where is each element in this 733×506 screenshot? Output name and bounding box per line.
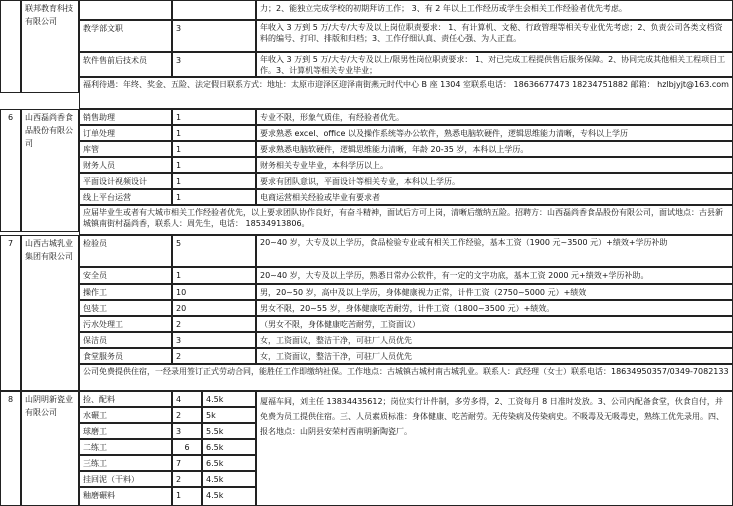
job-salary: 6.5k bbox=[202, 439, 256, 455]
job-title: 二练工 bbox=[79, 439, 172, 455]
row-number: 8 bbox=[0, 391, 21, 506]
job-title bbox=[79, 0, 172, 20]
job-count: 5 bbox=[172, 235, 256, 267]
job-requirement: 女，工资面议，整洁干净，可驻厂人员优先 bbox=[256, 332, 733, 348]
job-count: 3 bbox=[172, 332, 256, 348]
job-salary: 4.5k bbox=[202, 391, 256, 407]
company-name: 山阴明新瓷业有限公司 bbox=[21, 391, 79, 506]
company-footer: 福利待遇：年终、奖金、五险、法定假日联系方式：地址：太原市迎泽区迎泽南街燕元时代中心 B 座 1304 室联系电话： 18636677473 18234751882 邮箱： hzlbjyjt@163.com bbox=[79, 77, 733, 109]
job-count: 2 bbox=[172, 348, 256, 364]
job-title: 三练工 bbox=[79, 455, 172, 471]
row-number: 7 bbox=[0, 235, 21, 391]
job-title: 挂回泥（干料） bbox=[79, 471, 172, 487]
job-title: 球磨工 bbox=[79, 423, 172, 439]
company-name: 山西古城乳业集团有限公司 bbox=[21, 235, 79, 391]
job-title: 安全员 bbox=[79, 267, 172, 284]
job-title: 捡、配料 bbox=[79, 391, 172, 407]
job-requirement: 要求熟悉电脑软硬件，逻辑思维能力清晰，年龄 20-35 岁，本科以上学历。 bbox=[256, 141, 733, 157]
job-count: 3 bbox=[172, 20, 256, 52]
job-requirement: 电商运营相关经验或毕业有要求者 bbox=[256, 189, 733, 205]
job-requirement: 男，20~50 岁，高中及以上学历，身体健康视力正常，计件工资（2750~5000 元）+绩效 bbox=[256, 284, 733, 300]
job-count: 1 bbox=[172, 267, 256, 284]
job-salary: 4.5k bbox=[202, 471, 256, 487]
job-title: 教学部文职 bbox=[79, 20, 172, 52]
job-title: 操作工 bbox=[79, 284, 172, 300]
job-title: 检验员 bbox=[79, 235, 172, 267]
job-requirement: 财务相关专业毕业，本科学历以上。 bbox=[256, 157, 733, 173]
job-count: 1 bbox=[172, 141, 256, 157]
job-requirement: 男女不限，20~55 岁，身体健康吃苦耐劳，计件工资（1800~3500 元）+绩效。 bbox=[256, 300, 733, 316]
job-requirement: 20~40 岁，大专及以上学历，食品检验专业或有相关工作经验，基本工资（1900 元~3500 元）+绩效+学历补助 bbox=[256, 235, 733, 267]
company-footer: 公司免费提供住宿，一经录用签订正式劳动合同，能胜任工作即缴纳社保。工作地点：古城镇古城村南古城乳业。联系人：武经理（女士）联系电话：18634950357/0349-7082133 bbox=[79, 364, 733, 391]
job-requirement: 女，工资面议，整洁干净，可驻厂人员优先 bbox=[256, 348, 733, 364]
job-count: 6 bbox=[172, 439, 202, 455]
job-count: 1 bbox=[172, 125, 256, 141]
job-title: 订单处理 bbox=[79, 125, 172, 141]
row-number bbox=[0, 0, 21, 93]
job-salary: 5.5k bbox=[202, 423, 256, 439]
company-name: 联邦教育科技有限公司 bbox=[21, 0, 79, 93]
job-requirement: 专业不限，形象气质佳，有经验者优先。 bbox=[256, 109, 733, 125]
job-count: 3 bbox=[172, 52, 256, 77]
job-count: 1 bbox=[172, 157, 256, 173]
job-title: 平面设计视频设计 bbox=[79, 173, 172, 189]
job-count bbox=[172, 0, 256, 20]
job-count: 3 bbox=[172, 423, 202, 439]
job-requirement: （男女不限，身体健康吃苦耐劳，工资面议） bbox=[256, 316, 733, 332]
job-title: 财务人员 bbox=[79, 157, 172, 173]
job-count: 10 bbox=[172, 284, 256, 300]
job-requirement: 年收入 3 万到 5 万/大专/大专及以上/限男性岗位职责要求： 1、对已完成工程提供售后服务保障。2、协同完成其他相关工程项目工作。3、计算机等相关专业毕业； bbox=[256, 52, 733, 77]
job-count: 7 bbox=[172, 455, 202, 471]
job-requirement: 年收入 3 万到 5 万/大专/大专及以上岗位职责要求： 1、有计算机、文秘、行政管理等相关专业优先考虑；2、负责公司各类文档资料的编号、打印、排版和归档；3、工作仔细认真、责任心强、为人正直。 bbox=[256, 20, 733, 52]
job-title: 包装工 bbox=[79, 300, 172, 316]
job-count: 4 bbox=[172, 391, 202, 407]
job-salary: 5k bbox=[202, 407, 256, 423]
job-requirement: 20~40 岁，大专及以上学历，熟悉日常办公软件，有一定的文字功底，基本工资 2000 元+绩效+学历补助。 bbox=[256, 267, 733, 284]
company-footer: 应届毕业生或者有大城市相关工作经验者优先，以上要求团队协作良好，有奋斗精神，面试后方可上岗，清晰后缴纳五险。招聘方：山西磊尚香食品股份有限公司，面试地点：古县新城镇南街村磊尚香，联系人：周先生，电话： 18534913806。 bbox=[79, 205, 733, 235]
job-count: 1 bbox=[172, 109, 256, 125]
job-title: 食堂服务员 bbox=[79, 348, 172, 364]
job-salary: 6.5k bbox=[202, 455, 256, 471]
job-title: 污水处理工 bbox=[79, 316, 172, 332]
job-title: 水碾工 bbox=[79, 407, 172, 423]
job-count: 2 bbox=[172, 471, 202, 487]
company-name: 山西磊尚香食品股份有限公司 bbox=[21, 109, 79, 232]
row-number: 6 bbox=[0, 109, 21, 232]
job-count: 1 bbox=[172, 189, 256, 205]
job-count: 1 bbox=[172, 487, 202, 506]
job-count: 2 bbox=[172, 407, 202, 423]
job-title: 库管 bbox=[79, 141, 172, 157]
job-requirement: 要求有团队意识，平面设计等相关专业，本科以上学历。 bbox=[256, 173, 733, 189]
job-count: 20 bbox=[172, 300, 256, 316]
job-count: 2 bbox=[172, 316, 256, 332]
job-title: 软件售前后技术员 bbox=[79, 52, 172, 77]
job-title: 销售助理 bbox=[79, 109, 172, 125]
job-requirement: 要求熟悉 excel、office 以及操作系统等办公软件，熟悉电脑软硬件，逻辑思维能力清晰，专科以上学历 bbox=[256, 125, 733, 141]
job-title: 保洁员 bbox=[79, 332, 172, 348]
job-salary: 4.5k bbox=[202, 487, 256, 506]
job-requirement: 力；2、能独立完成学校的初期拜访工作； 3、有 2 年以上工作经历或学生会相关工作经验者优先考虑。 bbox=[256, 0, 733, 20]
job-count: 1 bbox=[172, 173, 256, 189]
job-title: 线上平台运营 bbox=[79, 189, 172, 205]
job-title: 釉磨碾料 bbox=[79, 487, 172, 506]
company-description: 厦福车间，刘主任 13834435612；岗位实行计件制，多劳多得，2、工资每月 8 日准时发放。3、公司内配备食堂，伙食自付，并免费为员工提供住宿。三、人员素质标准：身体健康、吃苦耐劳。无传染病及传染病史。不吸毒及无吸毒史，熟练工优先录用。四、报名地点：山阴县安荣村西南明新陶瓷厂。 bbox=[256, 391, 733, 506]
